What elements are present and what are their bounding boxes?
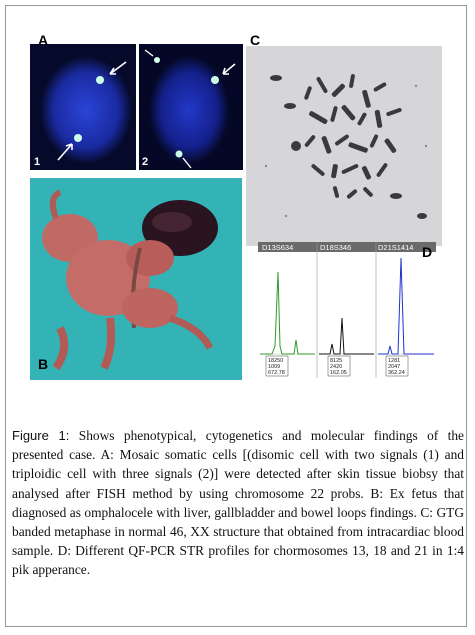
d18s346-value-2: 2420: [330, 364, 343, 370]
panel-a2-label: 2: [142, 156, 149, 168]
trace-d18s346: [319, 318, 374, 354]
d13s634-value-2: 1009: [268, 364, 281, 370]
panel-a-label: A: [38, 32, 49, 48]
panel-c-metaphase-image: [246, 46, 442, 246]
d18s346-value-1: 8125: [330, 358, 343, 364]
d21s1414-value-2: 2047: [388, 364, 401, 370]
figure-caption: [12, 426, 464, 580]
caption-text: Shows phenotypical, cytogenetics and molecular findings of the presented case. A: Mosaic somatic cells [(disomic cell with two signals (1) and triploidic cell with three signals (2)] were detected after skin tissue biobsy that analysed after FISH method by using chromosome 22 probs. B: Ex fetus that diagnosed as omphalocele with liver, gallbladder and bowel loops findings. C: GTG banded metaphase in normal 46, XX structure that obtained from intracardiac blood sample. D: Different QF-PCR STR profiles for chormosomes 13, 18 and 21 in 1:4 pik apperance.: [12, 428, 464, 578]
marker-label-d18s346: D18S346: [320, 243, 352, 252]
panel-a2-fish-image: [139, 44, 243, 170]
panel-a1-fish-image: [30, 44, 136, 170]
panel-b-fetus-photo: [30, 178, 242, 380]
panel-d-label: D: [422, 244, 433, 260]
d18s346-value-3: 162.05: [330, 370, 347, 376]
marker-label-d13s634: D13S634: [262, 243, 294, 252]
panel-d-electropherograms: [258, 242, 436, 378]
marker-label-d21s1414: D21S1414: [378, 243, 414, 252]
panel-b-label: B: [38, 356, 49, 372]
d13s634-value-1: 18250: [268, 358, 284, 364]
figure: [26, 32, 446, 382]
trace-d21s1414: [378, 258, 434, 354]
caption-label: Figure 1:: [12, 428, 70, 443]
d13s634-value-3: 672.78: [268, 370, 285, 376]
d21s1414-value-3: 362.24: [388, 370, 405, 376]
panel-a1-label: 1: [34, 156, 41, 168]
d21s1414-value-1: 1281: [388, 358, 401, 364]
trace-d13s634: [260, 272, 315, 354]
panel-c-label: C: [250, 32, 261, 48]
